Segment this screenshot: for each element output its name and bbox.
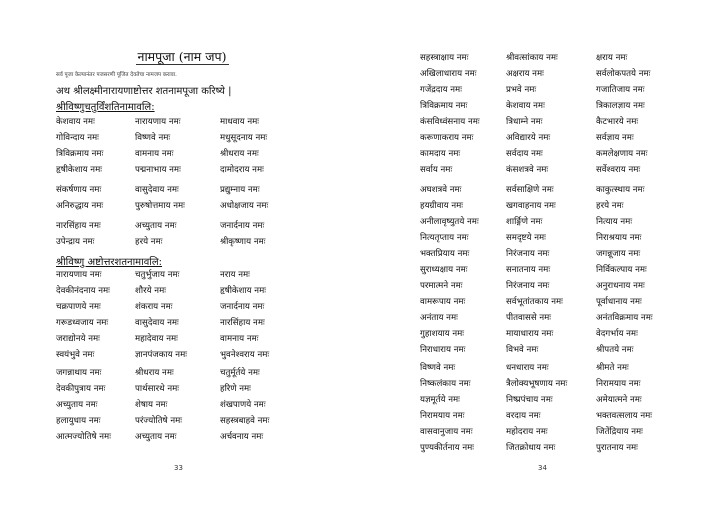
name-entry: निष्कलंकाय नमः [420, 379, 471, 389]
name-entry: निरामयाय नमः [420, 411, 465, 421]
name-entry: हलायुधाय नमः [56, 416, 101, 426]
name-entry: गुहाशयाय नमः [420, 329, 465, 339]
name-entry: दामोदराय नमः [220, 165, 264, 175]
name-entry: भक्तवत्सलाय नमः [596, 411, 653, 421]
name-entry: शंकराय नमः [135, 302, 173, 312]
name-entry: पूर्वाधानाय नमः [596, 297, 642, 307]
name-entry: समदृष्टये नमः [506, 233, 546, 243]
name-entry: सर्वदाय नमः [506, 149, 543, 159]
name-entry: कंसशत्रवे नमः [506, 165, 549, 175]
name-entry: श्रीकृष्णाय नमः [220, 237, 266, 247]
name-entry: मधुसूदनाय नमः [220, 133, 268, 143]
name-entry: शौरये नमः [135, 286, 166, 296]
name-entry: परमात्मने नमः [420, 281, 463, 291]
name-entry: कंसविध्वंसनाय नमः [420, 117, 480, 127]
name-entry: निरंजनाय नमः [506, 249, 550, 259]
page-number: 33 [174, 464, 183, 472]
section-heading-2: श्रीविष्णु अष्टोत्तरशतनामावलि: [56, 257, 163, 268]
name-entry: सर्वेश्वराय नमः [596, 165, 641, 175]
name-entry: अच्युताय नमः [56, 400, 98, 410]
name-entry: हरिणे नमः [220, 384, 251, 394]
name-entry: पीतवाससे नमः [506, 313, 552, 323]
name-entry: अक्षराय नमः [506, 69, 544, 79]
name-entry: त्रिधाम्ने नमः [506, 117, 543, 127]
name-entry: भक्तप्रियाय नमः [420, 249, 470, 259]
name-entry: कामदाय नमः [420, 149, 461, 159]
name-entry: मायाधाराय नमः [506, 329, 554, 339]
name-entry: अनुराधनाय नमः [596, 281, 645, 291]
name-entry: वामनाय नमः [220, 334, 259, 344]
name-entry: गजातिजाय नमः [596, 85, 645, 95]
name-entry: शार्ङ्गिणे नमः [506, 217, 543, 227]
name-entry: त्रिविक्रमाय नमः [56, 149, 104, 159]
name-entry: श्रीमते नमः [596, 363, 629, 373]
name-entry: वासवानुजाय नमः [420, 427, 473, 437]
name-entry: अविद्यारये नमः [506, 133, 551, 143]
name-entry: महोदराय नमः [506, 427, 548, 437]
name-entry: ज्ञानपंजकाय नमः [135, 350, 187, 360]
name-entry: अनंताय नमः [420, 313, 458, 323]
name-entry: करूणाकराय नमः [420, 133, 474, 143]
name-entry: कमलेक्षणाय नमः [596, 149, 648, 159]
name-entry: हृषीकेशाय नमः [220, 286, 266, 296]
name-entry: अधोक्षजाय नमः [220, 201, 269, 211]
name-entry: धनधाराय नमः [506, 363, 549, 373]
page-number: 34 [538, 464, 547, 472]
name-entry: सहस्त्रबाहवे नमः [220, 416, 270, 426]
name-entry: काकुत्स्थाय नमः [596, 185, 645, 195]
name-entry: अनिरुद्धाय नमः [56, 201, 104, 211]
name-entry: हयग्रीवाय नमः [420, 201, 463, 211]
name-entry: अखिलाधाराय नमः [420, 69, 477, 79]
name-entry: पार्थसारथे नमः [135, 384, 180, 394]
instruction-note: सर्व पूजा केल्यानंतर पजसरणी पूजित देवतेचा नामजप करावा. [56, 72, 177, 78]
name-entry: चतुर्भुजाय नमः [135, 270, 180, 280]
right-page [364, 0, 728, 515]
name-entry: त्रिकालज्ञाय नमः [596, 101, 645, 111]
name-entry: निराधाराय नमः [420, 345, 466, 355]
name-entry: वेदगर्भाय नमः [596, 329, 638, 339]
name-entry: सहस्त्राक्षाय नमः [420, 53, 469, 63]
name-entry: पुरुषोत्तमाय नमः [135, 201, 185, 211]
name-entry: नारायणाय नमः [135, 117, 181, 127]
name-entry: वरदाय नमः [506, 411, 541, 421]
name-entry: हरये नमः [596, 201, 624, 211]
name-entry: उपेन्द्राय नमः [56, 237, 95, 247]
page-title: नामपूजा (नाम जप) [137, 49, 227, 64]
name-entry: केशवाय नमः [56, 117, 95, 127]
name-entry: निराश्रयाय नमः [596, 233, 642, 243]
name-entry: कैटभारये नमः [596, 117, 639, 127]
name-entry: क्षराय नमः [596, 53, 628, 63]
name-entry: हरये नमः [135, 237, 163, 247]
name-entry: खगवाहनाय नमः [506, 201, 556, 211]
name-entry: सर्वाय नमः [420, 165, 453, 175]
name-entry: सर्वलोकपतये नमः [596, 69, 651, 79]
name-entry: नारायणाय नमः [56, 270, 102, 280]
name-entry: पद्मनाभाय नमः [135, 165, 181, 175]
name-entry: सुराध्यक्षाय नमः [420, 265, 468, 275]
name-entry: प्रभवे नमः [506, 85, 537, 95]
name-entry: गरूडध्वजाय नमः [56, 318, 109, 328]
name-entry: शंखपाणये नमः [220, 400, 266, 410]
name-entry: निरामयाय नमः [596, 379, 641, 389]
name-entry: विष्णवे नमः [420, 363, 456, 373]
name-entry: वामरूपाय नमः [420, 297, 466, 307]
name-entry: अनीलावृष्युतये नमः [420, 217, 479, 227]
name-entry: श्रीवत्सांकाय नमः [506, 53, 558, 63]
name-entry: श्रीधराय नमः [135, 368, 174, 378]
name-entry: महादेवाय नमः [135, 334, 178, 344]
name-entry: श्रीधराय नमः [220, 149, 259, 159]
name-entry: सर्वभूतांतकाय नमः [506, 297, 563, 307]
name-entry: नारसिंहाय नमः [220, 318, 265, 328]
name-entry: अर्चवनाय नमः [220, 432, 264, 442]
name-entry: जनार्दनाय नमः [220, 221, 265, 231]
section-heading-1: श्रीविष्णुचतुर्विंशतिनामावलि: [56, 102, 155, 113]
name-entry: जितेंद्रियाय नमः [596, 427, 643, 437]
name-entry: यज्ञमूर्तये नमः [420, 395, 460, 405]
name-entry: अघशत्रवे नमः [420, 185, 462, 195]
intro-line: अथ श्रीलक्ष्मीनारायणाष्टोत्तर शतनामपूजा करिष्ये | [56, 86, 232, 97]
name-entry: श्रीपतये नमः [596, 345, 634, 355]
name-entry: गोविन्दाय नमः [56, 133, 99, 143]
name-entry: त्रिविक्रमाय नमः [420, 101, 468, 111]
name-entry: संकर्षणाय नमः [56, 185, 102, 195]
name-entry: त्रैलोक्यभूषणाय नमः [506, 379, 568, 389]
name-entry: अनंतविक्रमाय नमः [596, 313, 653, 323]
name-entry: विभवे नमः [506, 345, 539, 355]
name-entry: गजेंद्रदाय नमः [420, 85, 462, 95]
name-entry: अमेयात्मने नमः [596, 395, 642, 405]
name-entry: वामनाय नमः [135, 149, 174, 159]
name-entry: माधवाय नमः [220, 117, 260, 127]
name-entry: वासुदेवाय नमः [135, 185, 179, 195]
name-entry: प्रद्युम्नाय नमः [220, 185, 260, 195]
name-entry: निर्विकल्पाय नमः [596, 265, 647, 275]
name-entry: नित्यतृप्ताय नमः [420, 233, 469, 243]
name-entry: नराय नमः [220, 270, 250, 280]
name-entry: नारसिंहाय नमः [56, 221, 101, 231]
name-entry: वासुदेवाय नमः [135, 318, 179, 328]
name-entry: परंज्योतिषे नमः [135, 416, 182, 426]
name-entry: शेषाय नमः [135, 400, 168, 410]
name-entry: चक्रपाणये नमः [56, 302, 101, 312]
name-entry: जगन्नाथाय नमः [56, 368, 102, 378]
name-entry: अच्युताय नमः [135, 221, 177, 231]
name-entry: सनातनाय नमः [506, 265, 551, 275]
name-entry: विष्णवे नमः [135, 133, 171, 143]
name-entry: केशवाय नमः [506, 101, 545, 111]
name-entry: नित्याय नमः [596, 217, 633, 227]
name-entry: जराद्योनये नमः [56, 334, 100, 344]
name-entry: भुवनेश्वराय नमः [220, 350, 270, 360]
name-entry: स्वयंभुवे नमः [56, 350, 95, 360]
name-entry: पुण्यकीर्तनाय नमः [420, 443, 475, 453]
name-entry: हृषीकेशाय नमः [56, 165, 102, 175]
name-entry: सर्वज्ञाय नमः [596, 133, 634, 143]
name-entry: अच्युताय नमः [135, 432, 177, 442]
name-entry: जनार्दनाय नमः [220, 302, 265, 312]
name-entry: आत्मज्योतिषे नमः [56, 432, 111, 442]
name-entry: सर्वसाक्षिणे नमः [506, 185, 554, 195]
name-entry: जितक्रोधाय नमः [506, 443, 556, 453]
name-entry: जगन्नूजाय नमः [596, 249, 641, 259]
name-entry: निरंजनाय नमः [506, 281, 550, 291]
name-entry: निष्प्रपंचाय नमः [506, 395, 553, 405]
name-entry: देवकीनंदनाय नमः [56, 286, 110, 296]
name-entry: देवकीपुत्राय नमः [56, 384, 106, 394]
name-entry: पुरातनाय नमः [596, 443, 638, 453]
name-entry: चतुर्मूर्तये नमः [220, 368, 260, 378]
